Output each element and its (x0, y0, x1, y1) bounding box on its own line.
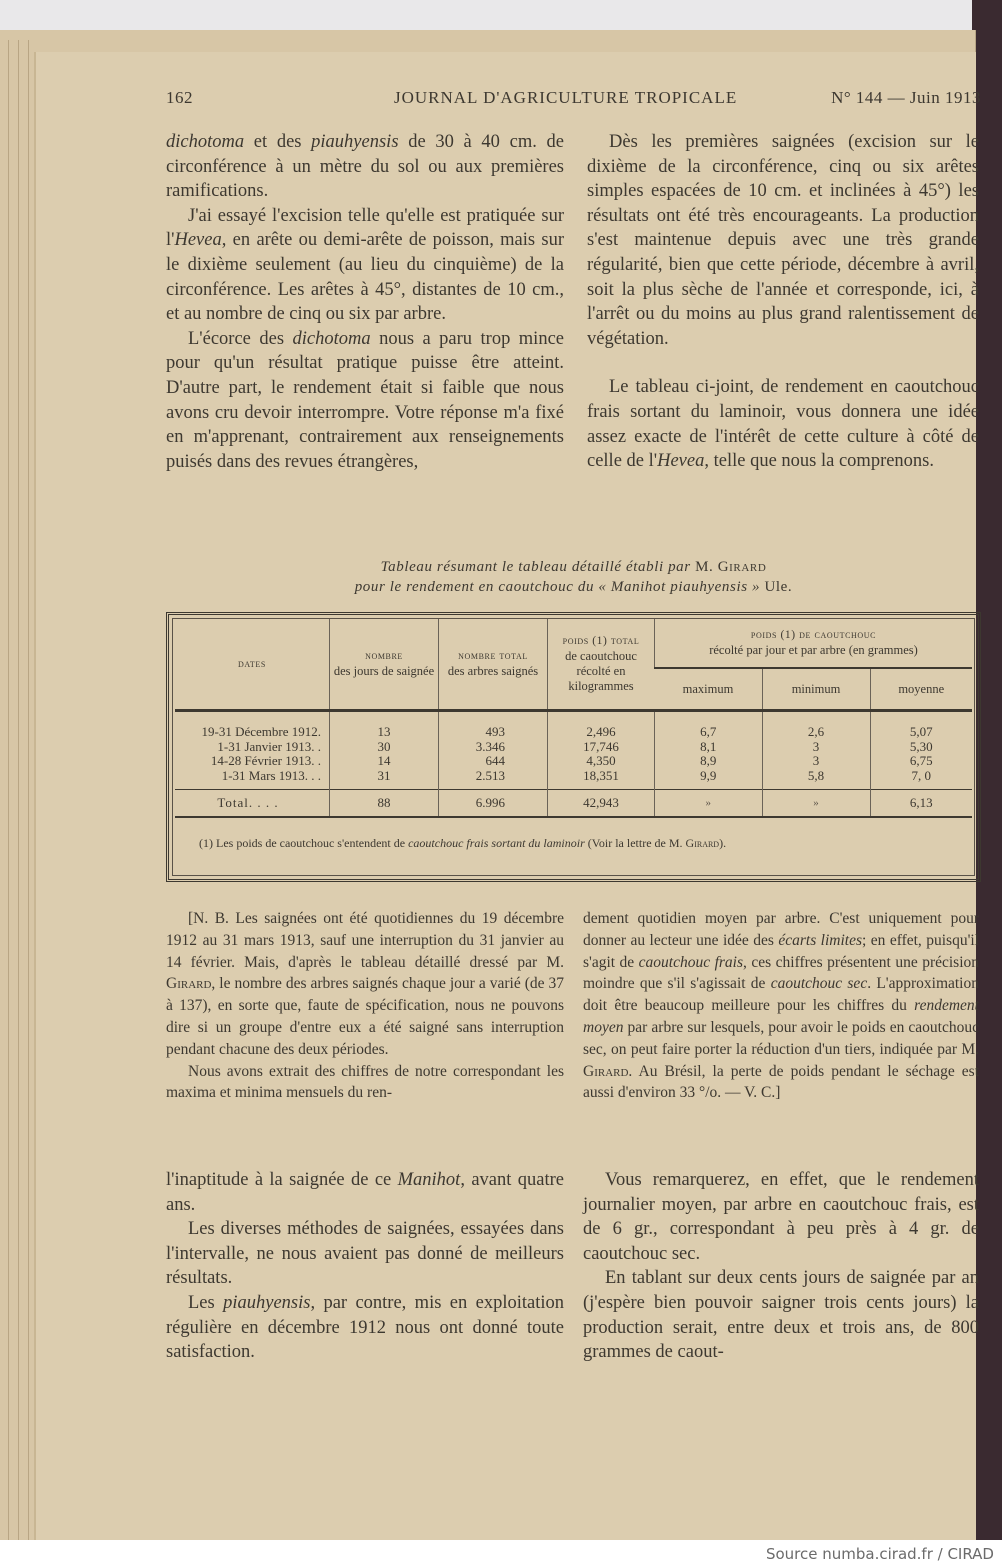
paragraph (583, 908, 979, 1104)
text-run: , par contre, mis en exploitation régulière en décembre 1912 nous ont donné toute satisfaction. (166, 1292, 564, 1363)
italic-text: Hevea (174, 230, 222, 251)
header-per-day: poids (1) de caoutchouc récolté par jour et par arbre (en grammes) (655, 619, 973, 668)
text-run: Dès les premières saignées (excision sur le dixième de la circonférence, cinq ou six arêtes simples espacées de 10 cm. et inclinées à 45°) les résultats ont été très encourageants. La production s'est maintenue depuis avec une très grande régularité, bien que cette période, décembre à avril, soit la plus sèche de l'année et corresponde, ici, à l'arrêt ou du moins au plus grand ralentissement de végétation. (587, 132, 979, 349)
table-caption (166, 557, 981, 597)
running-head (166, 88, 981, 112)
paragraph (166, 130, 564, 204)
table-row: 1-31 Mars 1913. . . 31 2.513 18,351 9,9 5,8 7, 0 (175, 769, 972, 790)
text-run: nous a paru trop mince pour qu'un résultat pratique puisse être atteint. D'autre part, le rendement était si faible que nous avons cru devoir interrompre. Votre réponse m'a fixé en m'apprenant, contrairement aux renseignements puisés dans des revues étrangères, (166, 328, 564, 472)
text-run: , le nombre des arbres saignés chaque jour a varié (de 37 à 137), en sorte que, faute de spécification, nous ne pouvons dire si un groupe d'entre eux a été saigné sans interruption pendant chacune des deux périodes. (166, 975, 564, 1058)
page-edge-line (8, 40, 9, 1540)
small-caps-text: Girard (583, 1062, 629, 1080)
header-avg: moyenne (870, 668, 972, 711)
italic-text: Manihot (397, 1170, 461, 1190)
italic-text: pour le rendement en caoutchouc du « Manihot piauhyensis » (354, 579, 761, 595)
table-row: 14-28 Février 1913. . 14 644 4,350 8,9 3 6,75 (175, 754, 972, 769)
caption-line (166, 577, 981, 597)
paragraph (583, 1168, 979, 1266)
header-dates: dates (238, 658, 266, 670)
text-run: . L'approximation doit être beaucoup meilleure pour les chiffres du (583, 975, 979, 1015)
text-run: par arbre sur lesquels, pour avoir le poids en caoutchouc sec, on peut faire porter la réduction d'un tiers, indiquée par M. (583, 1018, 979, 1058)
italic-text: dichotoma (166, 132, 245, 152)
text-run: ; en effet, puisqu'il s'agit de (583, 931, 979, 971)
header-min: minimum (762, 668, 870, 711)
source-credit: Source numba.cirad.fr / CIRAD (765, 1545, 994, 1563)
italic-text: caoutchouc frais (638, 953, 744, 971)
text-run: (Voir la lettre de M. (584, 835, 686, 850)
text-column-top-right (587, 130, 979, 474)
paragraph (587, 375, 979, 473)
paragraph (166, 1217, 564, 1291)
italic-text: rendement moyen (583, 997, 979, 1036)
italic-text: piauhyensis (223, 1292, 311, 1313)
paragraph (166, 327, 564, 475)
text-run: . Au Brésil, la perte de poids pendant le séchage est aussi d'environ 33 °/o. — V. C.] (583, 1062, 979, 1102)
text-column-top-left (166, 130, 564, 474)
paragraph (166, 908, 564, 1061)
paragraph (166, 1168, 564, 1217)
journal-title: JOURNAL D'AGRICULTURE TROPICALE (394, 88, 738, 107)
text-run: [N. B. Les saignées ont été quotidiennes du 19 décembre 1912 au 31 mars 1913, sauf une interruption du 31 janvier au 14 février. Mais, d'après le tableau détaillé dressé par M. (166, 910, 564, 971)
italic-text: Tableau résumant le tableau détaillé établi par (380, 559, 691, 575)
caption-line (166, 557, 981, 577)
text-run: , avant quatre ans. (166, 1170, 564, 1215)
text-run: dement quotidien moyen par arbre. C'est uniquement pour donner au lecteur une idée des (583, 910, 979, 949)
text-run: ). (719, 835, 727, 850)
table-row: 1-31 Janvier 1913. . 30 3.346 17,746 8,1 3 5,30 (175, 740, 972, 755)
paragraph (587, 130, 979, 351)
text-run: Ule. (760, 579, 793, 595)
italic-text: Hevea (657, 451, 705, 472)
small-caps-text: Girard (685, 835, 720, 850)
text-run: de 30 à 40 cm. de circonférence à un mètre du sol ou aux premières ramifications. (166, 132, 564, 202)
paragraph (166, 1061, 564, 1105)
table-footnote (175, 817, 972, 868)
header-days: nombre des jours de saignée (330, 619, 439, 711)
paragraph (166, 204, 564, 327)
scan-background (0, 0, 1002, 30)
text-run: Le tableau ci-joint, de rendement en caoutchouc frais sortant du laminoir, vous donnera une idée assez exacte de l'intérêt de cette culture à côté de celle de l' (587, 377, 979, 472)
text-column-bottom-right (583, 1168, 979, 1365)
text-run: , en arête ou demi-arête de poisson, mais sur le dixième seulement (au lieu du cinquième) de la circonférence. Les arêtes à 45°, distantes de 10 cm., et au nombre de cinq ou six par arbre. (166, 230, 564, 325)
italic-text: écarts limites (778, 931, 862, 949)
table-total-row: Total. . . . 88 6.996 42,943 » » 6,13 (175, 790, 972, 818)
small-caps-text: Girard (166, 975, 212, 993)
paragraph (166, 1291, 564, 1365)
text-run: et des (244, 132, 312, 152)
text-run: L'écorce des (188, 328, 293, 349)
editor-note-left (166, 908, 564, 1104)
text-column-bottom-left (166, 1168, 564, 1365)
header-weight: poids (1) total de caoutchouc récolté en kilogrammes (548, 619, 655, 711)
yield-table (175, 619, 972, 868)
text-run: (1) Les poids de caoutchouc s'entendent de (199, 835, 409, 850)
page-edge-line (18, 40, 19, 1540)
text-run: En tablant sur deux cents jours de saignée par an (j'espère bien pouvoir saigner trois cents jours) la production serait, entre deux et trois ans, de 800 grammes de caout- (583, 1268, 979, 1363)
editor-note-right (583, 908, 979, 1104)
text-run: Les (188, 1292, 224, 1313)
italic-text: piauhyensis (311, 132, 399, 152)
paragraph (583, 1266, 979, 1364)
text-run: Vous remarquerez, en effet, que le rendement journalier moyen, par arbre en caoutchouc frais, est de 6 gr., correspondant à peu près à 4 gr. de caoutchouc sec. (583, 1170, 979, 1264)
small-caps-text: Girard (717, 559, 767, 575)
header-trees: nombre total des arbres saignés (439, 619, 548, 711)
table-row: 19-31 Décembre 1912. 13 493 2,496 6,7 2,6 5,07 (175, 715, 972, 740)
header-max: maximum (655, 668, 763, 711)
page-number: 162 (166, 88, 193, 107)
yield-table-frame (166, 612, 981, 882)
text-run: Nous avons extrait des chiffres de notre correspondant les maxima et minima mensuels du ren- (166, 1062, 564, 1102)
text-run: J'ai essayé l'excision telle qu'elle est pratiquée sur l' (166, 205, 564, 251)
italic-text: dichotoma (292, 328, 371, 349)
issue-label: N° 144 — Juin 1913 (831, 88, 981, 107)
italic-text: caoutchouc frais sortant du laminoir (408, 835, 585, 850)
text-run: Les diverses méthodes de saignées, essayées dans l'intervalle, ne nous avaient pas donné de meilleurs résultats. (166, 1219, 564, 1289)
italic-text: caoutchouc sec (770, 975, 868, 993)
text-run: l'inaptitude à la saignée de ce (166, 1170, 398, 1190)
text-run: , telle que nous la comprenons. (704, 451, 935, 472)
page-edge-line (28, 40, 29, 1540)
text-run: , ces chiffres présentent une précision moindre que s'il s'agissait de (583, 953, 980, 993)
text-run: M. (690, 559, 718, 575)
